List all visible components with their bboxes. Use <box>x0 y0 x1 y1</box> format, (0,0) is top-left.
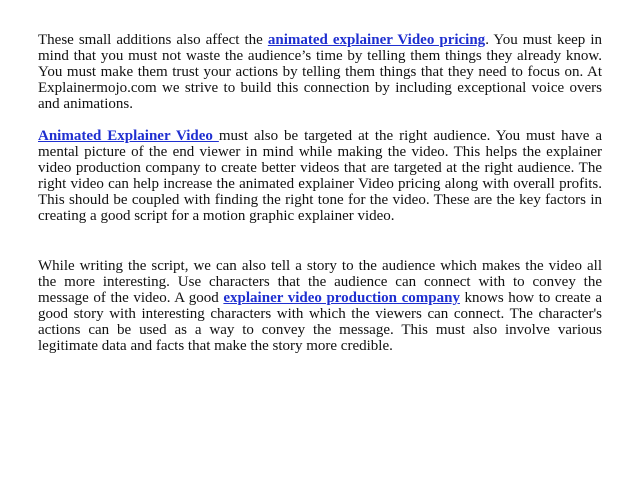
paragraph-2 <box>38 128 602 224</box>
paragraph-1-text-before: These small additions also affect the <box>38 32 268 48</box>
paragraph-3-text-after: knows how to create a good story with interesting characters with which the viewers can connect. The character's actions can be used as a way to convey the message. This must also involve various legitimate data and facts that make the story more credible. <box>38 290 602 354</box>
animated-explainer-video-pricing-link[interactable]: animated explainer Video pricing <box>267 32 486 48</box>
explainer-video-production-company-link[interactable]: explainer video production company <box>223 290 460 306</box>
paragraph-3 <box>38 258 602 354</box>
animated-explainer-video-link[interactable]: Animated Explainer Video <box>38 128 219 144</box>
document-body <box>38 32 602 354</box>
paragraph-2-text-after: must also be targeted at the right audience. You must have a mental picture of the end viewer in mind while making the video. This helps the explainer video production company to create better videos that are targeted at the right audience. The right video can help increase the animated explainer Video pricing along with overall profits. This should be coupled with finding the right tone for the video. These are the key factors in creating a good script for a motion graphic explainer video. <box>38 128 602 224</box>
paragraph-3-text-before: While writing the script, we can also tell a story to the audience which makes the video all the more interesting. Use characters that the audience can connect with to convey the message of the video. A good <box>38 258 602 306</box>
paragraph-1 <box>38 32 602 112</box>
paragraph-1-text-after: . You must keep in mind that you must not waste the audience’s time by telling them things they already know. You must make them trust your actions by telling them things that they need to focus on. At Explainermojo.com we strive to build this connection by including exceptional voice overs and animations. <box>38 32 602 112</box>
